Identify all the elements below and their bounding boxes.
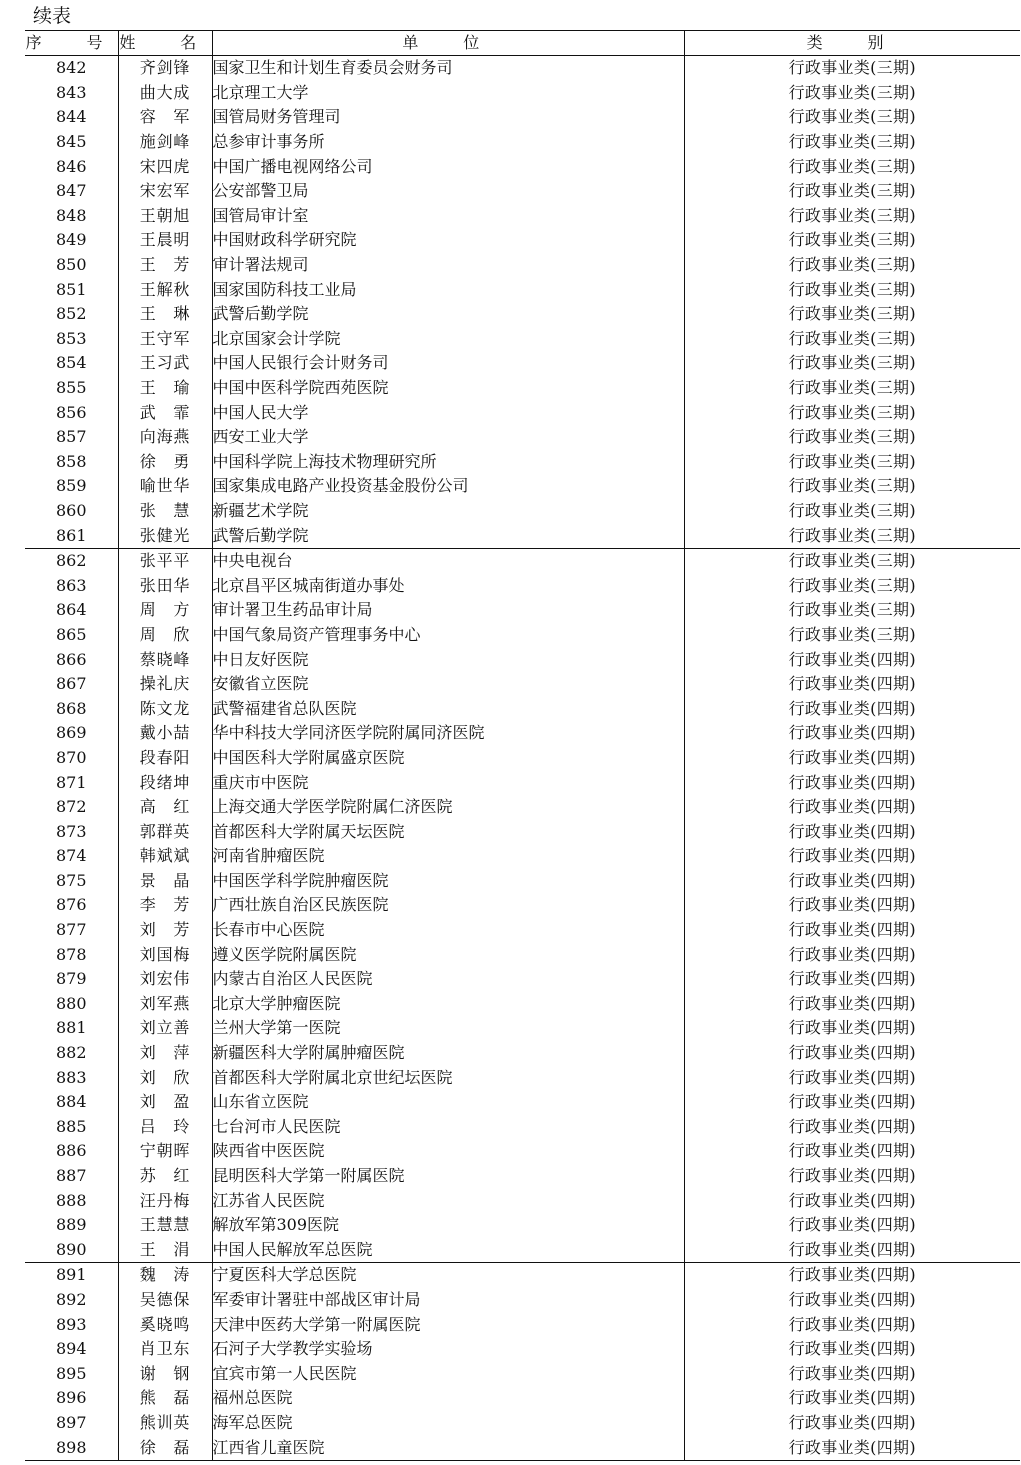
table-row <box>25 400 1020 425</box>
table-row <box>25 992 1020 1017</box>
cell-category: 行政事业类(四期) <box>684 721 1020 746</box>
cell-unit: 公安部警卫局 <box>212 179 684 204</box>
cell-no: 847 <box>55 181 87 201</box>
cell-category: 行政事业类(三期) <box>684 204 1020 229</box>
cell-category: 行政事业类(三期) <box>684 302 1020 327</box>
cell-unit: 广西壮族自治区民族医院 <box>212 893 684 918</box>
cell-no: 864 <box>55 600 87 620</box>
cell-name: 张 慧 <box>118 499 212 524</box>
cell-name: 武 霏 <box>118 400 212 425</box>
cell-category: 行政事业类(四期) <box>684 1139 1020 1164</box>
cell-name: 刘 盈 <box>118 1090 212 1115</box>
cell-category: 行政事业类(四期) <box>684 918 1020 943</box>
cell-no: 894 <box>55 1339 87 1359</box>
cell-no: 846 <box>55 156 87 176</box>
cell-category: 行政事业类(三期) <box>684 523 1020 548</box>
table-row <box>25 105 1020 130</box>
table-row <box>25 1041 1020 1066</box>
cell-no: 857 <box>55 427 87 447</box>
cell-unit: 首都医科大学附属北京世纪坛医院 <box>212 1065 684 1090</box>
table-body <box>25 56 1020 1461</box>
cell-name: 王 芳 <box>118 253 212 278</box>
cell-no: 877 <box>55 920 87 940</box>
cell-unit: 中日友好医院 <box>212 647 684 672</box>
header-name: 姓 名 <box>118 31 212 56</box>
cell-name: 王晨明 <box>118 228 212 253</box>
table-row <box>25 1288 1020 1313</box>
cell-no: 895 <box>55 1363 87 1383</box>
cell-no: 878 <box>55 944 87 964</box>
cell-unit: 兰州大学第一医院 <box>212 1016 684 1041</box>
table-row <box>25 1016 1020 1041</box>
cell-unit: 中国人民大学 <box>212 400 684 425</box>
cell-unit: 河南省肿瘤医院 <box>212 844 684 869</box>
cell-category: 行政事业类(三期) <box>684 105 1020 130</box>
cell-no: 898 <box>25 1435 118 1460</box>
cell-name: 张健光 <box>118 523 212 548</box>
cell-name: 刘 欣 <box>118 1065 212 1090</box>
cell-category: 行政事业类(四期) <box>684 672 1020 697</box>
table-row <box>25 1115 1020 1140</box>
cell-no: 882 <box>55 1043 87 1063</box>
cell-name: 段春阳 <box>118 746 212 771</box>
table-row <box>25 942 1020 967</box>
cell-name: 吕 玲 <box>118 1115 212 1140</box>
cell-unit: 重庆市中医院 <box>212 770 684 795</box>
cell-category: 行政事业类(三期) <box>684 548 1020 573</box>
cell-category: 行政事业类(四期) <box>684 1188 1020 1213</box>
cell-unit: 国管局财务管理司 <box>212 105 684 130</box>
table-row <box>25 623 1020 648</box>
cell-category: 行政事业类(四期) <box>684 1263 1020 1288</box>
cell-unit: 福州总医院 <box>212 1386 684 1411</box>
cell-unit: 天津中医药大学第一附属医院 <box>212 1312 684 1337</box>
table-row <box>25 770 1020 795</box>
cell-category: 行政事业类(四期) <box>684 1411 1020 1436</box>
cell-unit: 华中科技大学同济医学院附属同济医院 <box>212 721 684 746</box>
cell-unit: 中国医科大学附属盛京医院 <box>212 746 684 771</box>
cell-category: 行政事业类(三期) <box>684 450 1020 475</box>
cell-no: 851 <box>55 279 87 299</box>
table-row <box>25 893 1020 918</box>
table-row <box>25 154 1020 179</box>
cell-category: 行政事业类(四期) <box>684 893 1020 918</box>
roster-table <box>25 30 1020 1461</box>
cell-category: 行政事业类(四期) <box>684 696 1020 721</box>
cell-category: 行政事业类(四期) <box>684 869 1020 894</box>
cell-unit: 中国中医科学院西苑医院 <box>212 376 684 401</box>
cell-name: 宁朝晖 <box>118 1139 212 1164</box>
table-header <box>25 31 1020 56</box>
cell-no: 892 <box>55 1289 87 1309</box>
table-row <box>25 721 1020 746</box>
table-row <box>25 746 1020 771</box>
cell-unit: 中国气象局资产管理事务中心 <box>212 623 684 648</box>
cell-category: 行政事业类(四期) <box>684 1065 1020 1090</box>
cell-category: 行政事业类(四期) <box>684 844 1020 869</box>
cell-name: 魏 涛 <box>118 1263 212 1288</box>
cell-category: 行政事业类(三期) <box>684 351 1020 376</box>
table-row <box>25 130 1020 155</box>
cell-no: 866 <box>55 649 87 669</box>
cell-unit: 北京国家会计学院 <box>212 327 684 352</box>
table-row <box>25 1164 1020 1189</box>
cell-name: 徐 磊 <box>118 1435 212 1460</box>
table-row <box>25 844 1020 869</box>
cell-unit: 新疆艺术学院 <box>212 499 684 524</box>
cell-unit: 海军总医院 <box>212 1411 684 1436</box>
cell-category: 行政事业类(三期) <box>684 425 1020 450</box>
cell-name: 操礼庆 <box>118 672 212 697</box>
table-row <box>25 81 1020 106</box>
cell-category: 行政事业类(三期) <box>684 253 1020 278</box>
cell-no: 883 <box>55 1067 87 1087</box>
cell-unit: 山东省立医院 <box>212 1090 684 1115</box>
cell-category: 行政事业类(四期) <box>684 992 1020 1017</box>
cell-unit: 宁夏医科大学总医院 <box>212 1263 684 1288</box>
table-row <box>25 1386 1020 1411</box>
cell-no: 871 <box>55 772 87 792</box>
cell-category: 行政事业类(三期) <box>684 499 1020 524</box>
table-row <box>25 253 1020 278</box>
table-row <box>25 425 1020 450</box>
cell-unit: 江苏省人民医院 <box>212 1188 684 1213</box>
cell-name: 周 欣 <box>118 623 212 648</box>
cell-no: 862 <box>25 548 118 573</box>
table-row <box>25 696 1020 721</box>
table-row <box>25 523 1020 548</box>
table-row <box>25 795 1020 820</box>
cell-no: 844 <box>55 107 87 127</box>
cell-no: 884 <box>55 1092 87 1112</box>
table-row <box>25 672 1020 697</box>
cell-unit: 昆明医科大学第一附属医院 <box>212 1164 684 1189</box>
cell-name: 熊 磊 <box>118 1386 212 1411</box>
table-row <box>25 573 1020 598</box>
cell-no: 853 <box>55 328 87 348</box>
cell-unit: 军委审计署驻中部战区审计局 <box>212 1288 684 1313</box>
cell-unit: 国管局审计室 <box>212 204 684 229</box>
cell-category: 行政事业类(三期) <box>684 179 1020 204</box>
table-row <box>25 1411 1020 1436</box>
cell-unit: 安徽省立医院 <box>212 672 684 697</box>
cell-category: 行政事业类(三期) <box>684 130 1020 155</box>
cell-category: 行政事业类(四期) <box>684 1435 1020 1460</box>
cell-no: 852 <box>55 304 87 324</box>
table-row <box>25 1337 1020 1362</box>
cell-category: 行政事业类(三期) <box>684 228 1020 253</box>
cell-unit: 长春市中心医院 <box>212 918 684 943</box>
cell-name: 汪丹梅 <box>118 1188 212 1213</box>
cell-name: 谢 钢 <box>118 1361 212 1386</box>
table-row <box>25 474 1020 499</box>
cell-name: 王 琳 <box>118 302 212 327</box>
cell-no: 848 <box>55 205 87 225</box>
cell-no: 888 <box>55 1190 87 1210</box>
cell-no: 845 <box>55 132 87 152</box>
cell-category: 行政事业类(三期) <box>684 154 1020 179</box>
cell-name: 容 军 <box>118 105 212 130</box>
cell-no: 890 <box>55 1239 87 1259</box>
cell-no: 849 <box>55 230 87 250</box>
table-row <box>25 1263 1020 1288</box>
cell-name: 高 红 <box>118 795 212 820</box>
cell-no: 856 <box>55 402 87 422</box>
cell-unit: 中国人民解放军总医院 <box>212 1238 684 1263</box>
cell-name: 齐剑锋 <box>118 56 212 81</box>
cell-name: 奚晓鸣 <box>118 1312 212 1337</box>
cell-no: 867 <box>55 674 87 694</box>
table-row <box>25 499 1020 524</box>
cell-no: 885 <box>55 1116 87 1136</box>
cell-no: 881 <box>55 1018 87 1038</box>
cell-unit: 中国科学院上海技术物理研究所 <box>212 450 684 475</box>
cell-name: 景 晶 <box>118 869 212 894</box>
cell-name: 周 方 <box>118 598 212 623</box>
cell-unit: 陕西省中医医院 <box>212 1139 684 1164</box>
table-row <box>25 179 1020 204</box>
cell-name: 李 芳 <box>118 893 212 918</box>
table-row <box>25 376 1020 401</box>
cell-no: 855 <box>55 378 87 398</box>
cell-unit: 北京大学肿瘤医院 <box>212 992 684 1017</box>
table-row <box>25 277 1020 302</box>
cell-name: 向海燕 <box>118 425 212 450</box>
cell-no: 863 <box>55 575 87 595</box>
cell-unit: 新疆医科大学附属肿瘤医院 <box>212 1041 684 1066</box>
cell-category: 行政事业类(三期) <box>684 573 1020 598</box>
cell-name: 王守军 <box>118 327 212 352</box>
cell-name: 徐 勇 <box>118 450 212 475</box>
cell-unit: 国家集成电路产业投资基金股份公司 <box>212 474 684 499</box>
cell-category: 行政事业类(四期) <box>684 942 1020 967</box>
cell-no: 874 <box>55 846 87 866</box>
table-row <box>25 450 1020 475</box>
cell-name: 陈文龙 <box>118 696 212 721</box>
cell-unit: 宜宾市第一人民医院 <box>212 1361 684 1386</box>
cell-category: 行政事业类(三期) <box>684 56 1020 81</box>
cell-no: 872 <box>55 797 87 817</box>
table-row <box>25 204 1020 229</box>
table-row <box>25 1213 1020 1238</box>
header-category: 类 别 <box>684 31 1020 56</box>
cell-no: 873 <box>55 821 87 841</box>
cell-unit: 中国医学科学院肿瘤医院 <box>212 869 684 894</box>
cell-name: 喻世华 <box>118 474 212 499</box>
cell-no: 887 <box>55 1166 87 1186</box>
cell-unit: 国家卫生和计划生育委员会财务司 <box>212 56 684 81</box>
cell-category: 行政事业类(四期) <box>684 819 1020 844</box>
table-row <box>25 1090 1020 1115</box>
cell-unit: 石河子大学教学实验场 <box>212 1337 684 1362</box>
table-row <box>25 819 1020 844</box>
cell-category: 行政事业类(四期) <box>684 647 1020 672</box>
cell-unit: 武警后勤学院 <box>212 523 684 548</box>
cell-unit: 中央电视台 <box>212 548 684 573</box>
cell-category: 行政事业类(四期) <box>684 770 1020 795</box>
table-row <box>25 869 1020 894</box>
cell-unit: 武警后勤学院 <box>212 302 684 327</box>
cell-category: 行政事业类(三期) <box>684 623 1020 648</box>
cell-no: 876 <box>55 895 87 915</box>
cell-category: 行政事业类(四期) <box>684 1164 1020 1189</box>
cell-no: 859 <box>55 476 87 496</box>
cell-no: 880 <box>55 993 87 1013</box>
cell-name: 段绪坤 <box>118 770 212 795</box>
cell-no: 893 <box>55 1314 87 1334</box>
cell-no: 889 <box>55 1215 87 1235</box>
cell-category: 行政事业类(四期) <box>684 1041 1020 1066</box>
cell-name: 曲大成 <box>118 81 212 106</box>
cell-name: 刘军燕 <box>118 992 212 1017</box>
cell-name: 王朝旭 <box>118 204 212 229</box>
cell-name: 张平平 <box>118 548 212 573</box>
cell-category: 行政事业类(四期) <box>684 1016 1020 1041</box>
cell-category: 行政事业类(四期) <box>684 746 1020 771</box>
cell-category: 行政事业类(三期) <box>684 376 1020 401</box>
cell-name: 郭群英 <box>118 819 212 844</box>
cell-name: 宋宏军 <box>118 179 212 204</box>
cell-unit: 审计署法规司 <box>212 253 684 278</box>
cell-name: 刘宏伟 <box>118 967 212 992</box>
cell-name: 韩斌斌 <box>118 844 212 869</box>
table-row <box>25 1435 1020 1460</box>
cell-category: 行政事业类(四期) <box>684 1386 1020 1411</box>
cell-no: 850 <box>55 255 87 275</box>
table-row <box>25 351 1020 376</box>
cell-category: 行政事业类(三期) <box>684 277 1020 302</box>
cell-name: 王解秋 <box>118 277 212 302</box>
cell-category: 行政事业类(四期) <box>684 1090 1020 1115</box>
table-row <box>25 302 1020 327</box>
table-row <box>25 918 1020 943</box>
cell-no: 868 <box>55 698 87 718</box>
cell-category: 行政事业类(三期) <box>684 474 1020 499</box>
cell-no: 861 <box>55 525 87 545</box>
cell-unit: 中国财政科学研究院 <box>212 228 684 253</box>
table-row <box>25 647 1020 672</box>
cell-category: 行政事业类(四期) <box>684 1337 1020 1362</box>
cell-name: 王 涓 <box>118 1238 212 1263</box>
cell-no: 860 <box>55 500 87 520</box>
cell-category: 行政事业类(四期) <box>684 1288 1020 1313</box>
cell-category: 行政事业类(四期) <box>684 1312 1020 1337</box>
cell-name: 吴德保 <box>118 1288 212 1313</box>
cell-name: 苏 红 <box>118 1164 212 1189</box>
cell-no: 865 <box>55 624 87 644</box>
table-caption: 续表 <box>33 5 72 27</box>
table-row <box>25 327 1020 352</box>
cell-no: 843 <box>55 82 87 102</box>
table-row <box>25 1065 1020 1090</box>
cell-no: 897 <box>55 1412 87 1432</box>
cell-unit: 首都医科大学附属天坛医院 <box>212 819 684 844</box>
cell-name: 施剑峰 <box>118 130 212 155</box>
cell-category: 行政事业类(四期) <box>684 1213 1020 1238</box>
cell-unit: 国家国防科技工业局 <box>212 277 684 302</box>
cell-no: 875 <box>55 870 87 890</box>
cell-name: 王慧慧 <box>118 1213 212 1238</box>
cell-category: 行政事业类(三期) <box>684 400 1020 425</box>
table-row <box>25 1139 1020 1164</box>
table-row <box>25 56 1020 81</box>
cell-unit: 武警福建省总队医院 <box>212 696 684 721</box>
cell-name: 宋四虎 <box>118 154 212 179</box>
cell-name: 刘 萍 <box>118 1041 212 1066</box>
cell-unit: 北京昌平区城南街道办事处 <box>212 573 684 598</box>
cell-unit: 中国广播电视网络公司 <box>212 154 684 179</box>
table-row <box>25 598 1020 623</box>
cell-category: 行政事业类(三期) <box>684 81 1020 106</box>
cell-name: 戴小喆 <box>118 721 212 746</box>
cell-no: 891 <box>25 1263 118 1288</box>
cell-no: 879 <box>55 969 87 989</box>
table-row <box>25 1361 1020 1386</box>
cell-name: 蔡晓峰 <box>118 647 212 672</box>
cell-category: 行政事业类(四期) <box>684 1115 1020 1140</box>
header-row <box>25 31 1020 56</box>
cell-unit: 遵义医学院附属医院 <box>212 942 684 967</box>
cell-no: 842 <box>55 58 87 78</box>
cell-category: 行政事业类(四期) <box>684 1361 1020 1386</box>
cell-unit: 总参审计事务所 <box>212 130 684 155</box>
cell-unit: 中国人民银行会计财务司 <box>212 351 684 376</box>
header-no: 序 号 <box>25 31 118 56</box>
cell-category: 行政事业类(四期) <box>684 1238 1020 1263</box>
table-row <box>25 1312 1020 1337</box>
cell-no: 886 <box>55 1141 87 1161</box>
cell-unit: 江西省儿童医院 <box>212 1435 684 1460</box>
cell-unit: 北京理工大学 <box>212 81 684 106</box>
table-row <box>25 967 1020 992</box>
cell-no: 869 <box>55 723 87 743</box>
cell-no: 858 <box>55 451 87 471</box>
cell-unit: 审计署卫生药品审计局 <box>212 598 684 623</box>
cell-name: 肖卫东 <box>118 1337 212 1362</box>
cell-no: 854 <box>55 353 87 373</box>
table-row <box>25 1188 1020 1213</box>
cell-unit: 七台河市人民医院 <box>212 1115 684 1140</box>
cell-unit: 解放军第309医院 <box>212 1213 684 1238</box>
cell-category: 行政事业类(三期) <box>684 598 1020 623</box>
cell-name: 刘立善 <box>118 1016 212 1041</box>
cell-no: 870 <box>55 747 87 767</box>
cell-name: 刘国梅 <box>118 942 212 967</box>
header-unit: 单 位 <box>212 31 684 56</box>
cell-unit: 西安工业大学 <box>212 425 684 450</box>
cell-name: 张田华 <box>118 573 212 598</box>
cell-name: 王 瑜 <box>118 376 212 401</box>
cell-name: 王习武 <box>118 351 212 376</box>
cell-unit: 内蒙古自治区人民医院 <box>212 967 684 992</box>
table-row <box>25 548 1020 573</box>
table-row <box>25 1238 1020 1263</box>
cell-category: 行政事业类(三期) <box>684 327 1020 352</box>
cell-category: 行政事业类(四期) <box>684 967 1020 992</box>
cell-category: 行政事业类(四期) <box>684 795 1020 820</box>
table-row <box>25 228 1020 253</box>
cell-name: 熊训英 <box>118 1411 212 1436</box>
cell-unit: 上海交通大学医学院附属仁济医院 <box>212 795 684 820</box>
cell-name: 刘 芳 <box>118 918 212 943</box>
cell-no: 896 <box>55 1388 87 1408</box>
